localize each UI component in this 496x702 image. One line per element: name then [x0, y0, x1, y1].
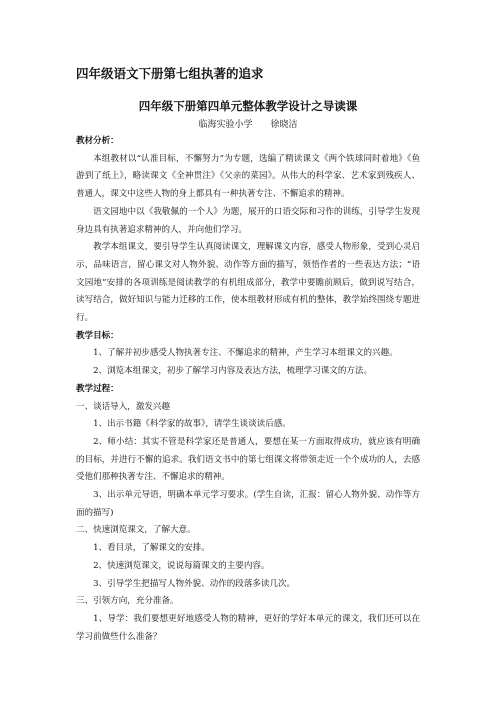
step-item: 2、快速浏览课文，说说每篇课文的主要内容。 [93, 560, 270, 571]
step-title: 三、引领方向，充分准备。 [76, 596, 179, 607]
goals-heading: 教学目标： [76, 330, 119, 341]
step-item: 1、出示书籍《科学家的故事》，请学生谈谈读后感。 [93, 419, 291, 430]
goal-item: 2、浏览本组课文，初步了解学习内容及表达方法，梳理学习课文的方法。 [93, 366, 373, 377]
step-item: 1、导学：我们要想更好地感受人物的精神，更好的学好本单元的课文，我们还可以在学习前做些什么准备？ [76, 613, 420, 642]
analysis-paragraph: 教学本组课文，要引导学生认真阅读课文，理解课文内容，感受人物形象，受到心灵启示，品味语言，留心课文对人物外貌、动作等方面的描写，领悟作者的一些表达方法；“语文园地”安排的各项训练是阅读教学的有机组成部分，教学中要瞻前顾后，做到说写结合，读写结合，做好知识与能力迁移的工作，使本组教材形成有机的整体，教学始终围绕专题进行。 [76, 242, 420, 324]
lesson-subtitle: 四年级下册第四单元整体教学设计之导读课 [138, 99, 358, 113]
step-item: 3、引导学生把描写人物外貌、动作的段落多读几次。 [93, 578, 296, 589]
author-line: 临海实验小学 徐晓洁 [198, 120, 298, 130]
analysis-heading: 教材分析： [76, 136, 119, 146]
step-title: 一、谈话导入，激发兴趣 [76, 401, 171, 412]
analysis-paragraph: 本组教材以“认准目标，不懈努力”为专题，选编了精读课文《两个铁球同时着地》《鱼游到了纸上》，略读课文《全神贯注》《父亲的菜园》。从伟大的科学家、艺术家到残疾人、普通人，课文中这些人物的身上都具有一种执著专注、不懈追求的精神。 [76, 153, 420, 200]
step-title: 二、快速浏览课文，了解大意。 [76, 525, 196, 536]
document-title: 四年级语文下册第七组执著的追求 [76, 66, 264, 81]
step-item: 3、出示单元导语，明确本单元学习要求。(学生自读，汇报：留心人物外貌、动作等方面的描写) [76, 490, 420, 518]
document-body [76, 133, 420, 646]
analysis-paragraph: 语文园地中以《我敬佩的一个人》为题，展开的口语交际和习作的训练，引导学生发现身边具有执著追求精神的人，并向他们学习。 [76, 206, 420, 235]
goal-item: 1、了解并初步感受人物执著专注、不懈追求的精神，产生学习本组课文的兴趣。 [93, 348, 398, 359]
step-item: 1、看目录，了解课文的安排。 [93, 543, 210, 554]
step-item: 2、师小结：其实不管是科学家还是普通人，要想在某一方面取得成功，就应该有明确的目标，并进行不懈的追求。我们语文书中的第七组课文将带领走近一个个成功的人，去感受他们那种执著专注、不懈追求的精神。 [76, 436, 420, 483]
process-heading: 教学过程： [76, 383, 119, 394]
